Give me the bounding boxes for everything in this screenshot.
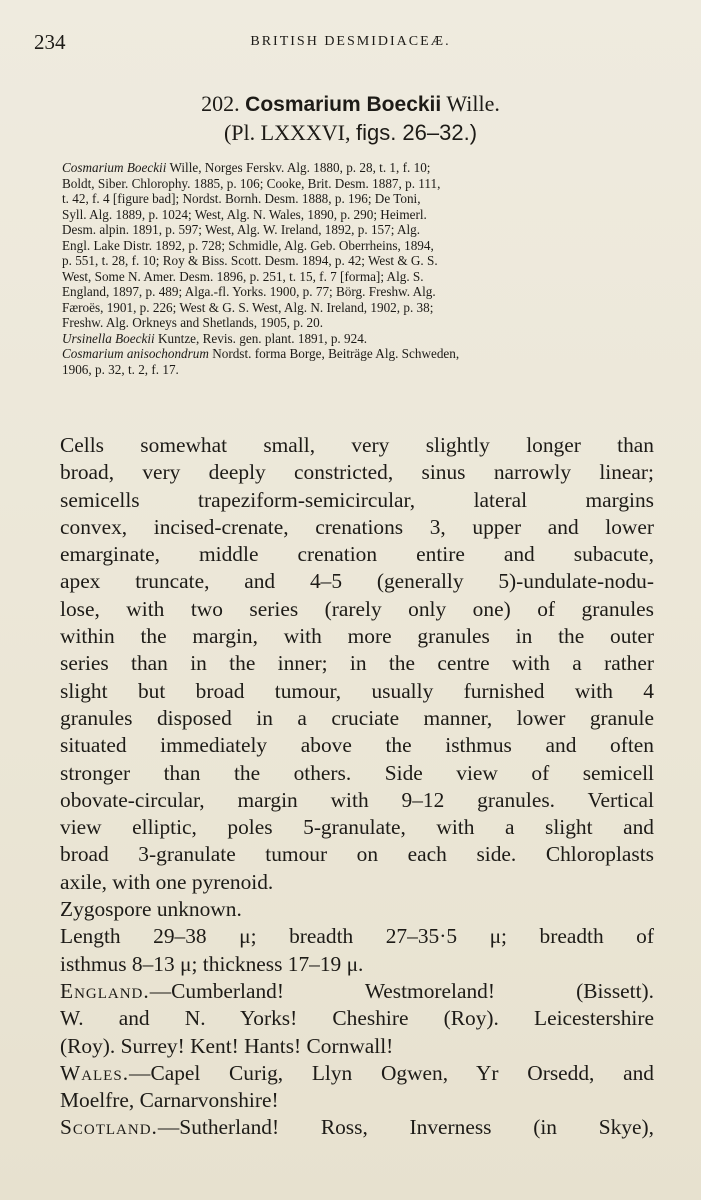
description-line: apex truncate, and 4–5 (generally 5)-undulate-nodu- xyxy=(60,569,654,594)
region-label-scotland: Scotland. xyxy=(60,1115,158,1140)
locality-line: (Roy). Surrey! Kent! Hants! Cornwall! xyxy=(60,1033,394,1058)
running-head: BRITISH DESMIDIACEÆ. xyxy=(250,34,451,49)
plate-label: (Pl. LXXXVI, xyxy=(223,120,356,145)
synonymy-line: England, 1897, p. 489; Alga.-fl. Yorks. 1900, p. 77; Börg. Freshw. Alg. xyxy=(62,284,436,299)
locality-wales xyxy=(60,1060,654,1087)
synonymy-line: West, Some N. Amer. Desm. 1896, p. 251, t. 15, f. 7 [forma]; Alg. S. xyxy=(62,268,424,284)
description-line: obovate-circular, margin with 9–12 granules. Vertical xyxy=(60,787,654,812)
description-line: view elliptic, poles 5-granulate, with a slight and xyxy=(60,815,654,840)
description-line: semicells trapeziform-semicircular, lateral margins xyxy=(60,487,654,512)
description-line: Cells somewhat small, very slightly longer than xyxy=(60,433,654,457)
synonymy-line: Syll. Alg. 1889, p. 1024; West, Alg. N. Wales, 1890, p. 290; Heimerl. xyxy=(62,206,427,222)
description-line: broad, very deeply constricted, sinus narrowly linear; xyxy=(60,460,654,485)
region-label-wales: Wales. xyxy=(60,1060,130,1085)
description-line: broad 3-granulate tumour on each side. Chloroplasts xyxy=(60,842,654,867)
description-line: series than in the inner; in the centre with a rather xyxy=(60,651,654,676)
species-number: 202. xyxy=(201,91,240,116)
description-line: situated immediately above the isthmus and often xyxy=(60,733,654,758)
description-line: emarginate, middle crenation entire and subacute, xyxy=(60,542,654,567)
synonymy-line: Engl. Lake Distr. 1892, p. 728; Schmidle, Alg. Geb. Oberrheins, 1894, xyxy=(62,237,434,253)
synonym-name: Ursinella Boeckii xyxy=(62,330,155,346)
plate-figures: figs. 26–32.) xyxy=(355,120,478,145)
description-line: granules disposed in a cruciate manner, lower granule xyxy=(60,705,654,730)
synonymy-line xyxy=(62,160,661,176)
species-title xyxy=(0,90,701,119)
locality-england xyxy=(60,978,654,1005)
species-author: Wille. xyxy=(446,91,500,116)
synonym-citation: Wille, Norges Ferskv. Alg. 1880, p. 28, t. 1, f. 10; xyxy=(166,160,431,175)
plate-reference xyxy=(0,119,701,147)
description-line: within the margin, with more granules in the outer xyxy=(60,624,654,649)
measurement-line: Length 29–38 μ; breadth 27–35·5 μ; breadth of xyxy=(60,924,654,949)
synonymy-block xyxy=(62,160,661,377)
description-line: slight but broad tumour, usually furnished with 4 xyxy=(60,678,654,703)
region-label-england: England. xyxy=(60,978,150,1003)
page-header xyxy=(34,30,667,58)
description-line: stronger than the others. Side view of semicell xyxy=(60,760,654,785)
species-name: Cosmarium Boeckii xyxy=(245,93,442,116)
synonymy-line: Færoës, 1901, p. 226; West & G. S. West, Alg. N. Ireland, 1902, p. 38; xyxy=(62,299,434,315)
description-line: lose, with two series (rarely only one) of granules xyxy=(60,596,654,621)
synonymy-line: t. 42, f. 4 [figure bad]; Nordst. Bornh. Desm. 1888, p. 196; De Toni, xyxy=(62,191,421,206)
measurement-line: isthmus 8–13 μ; thickness 17–19 μ. xyxy=(60,951,364,976)
locality-scotland xyxy=(60,1114,654,1141)
locality-line: W. and N. Yorks! Cheshire (Roy). Leicestershire xyxy=(60,1006,654,1031)
synonym-citation: Nordst. forma Borge, Beiträge Alg. Schweden, xyxy=(208,346,460,361)
synonymy-line: p. 551, t. 28, f. 10; Roy & Biss. Scott. Desm. 1894, p. 42; West & G. S. xyxy=(62,253,438,268)
locality-text: —Sutherland! Ross, Inverness (in Skye), xyxy=(157,1115,654,1140)
description-line: convex, incised-crenate, crenations 3, upper and lower xyxy=(60,514,654,539)
synonymy-line: 1906, p. 32, t. 2, f. 17. xyxy=(62,361,179,377)
description-line: axile, with one pyrenoid. xyxy=(60,869,274,894)
description-body xyxy=(60,432,654,1142)
zygospore-note: Zygospore unknown. xyxy=(60,897,242,922)
synonym-name: Cosmarium anisochondrum xyxy=(62,346,209,361)
synonym-citation: Kuntze, Revis. gen. plant. 1891, p. 924. xyxy=(154,330,368,346)
locality-text: —Cumberland! Westmoreland! (Bissett). xyxy=(149,978,654,1003)
synonymy-line: Desm. alpin. 1891, p. 597; West, Alg. W. Ireland, 1892, p. 157; Alg. xyxy=(62,222,421,237)
synonymy-line xyxy=(62,331,661,347)
locality-text: —Capel Curig, Llyn Ogwen, Yr Orsedd, and xyxy=(129,1060,654,1085)
synonymy-line: Freshw. Alg. Orkneys and Shetlands, 1905, p. 20. xyxy=(62,315,324,330)
locality-line: Moelfre, Carnarvonshire! xyxy=(60,1088,279,1113)
synonymy-line: Boldt, Siber. Chlorophy. 1885, p. 106; Cooke, Brit. Desm. 1887, p. 111, xyxy=(62,175,441,191)
synonymy-line xyxy=(62,346,661,362)
page-number: 234 xyxy=(34,30,66,54)
synonym-name: Cosmarium Boeckii xyxy=(62,160,167,175)
